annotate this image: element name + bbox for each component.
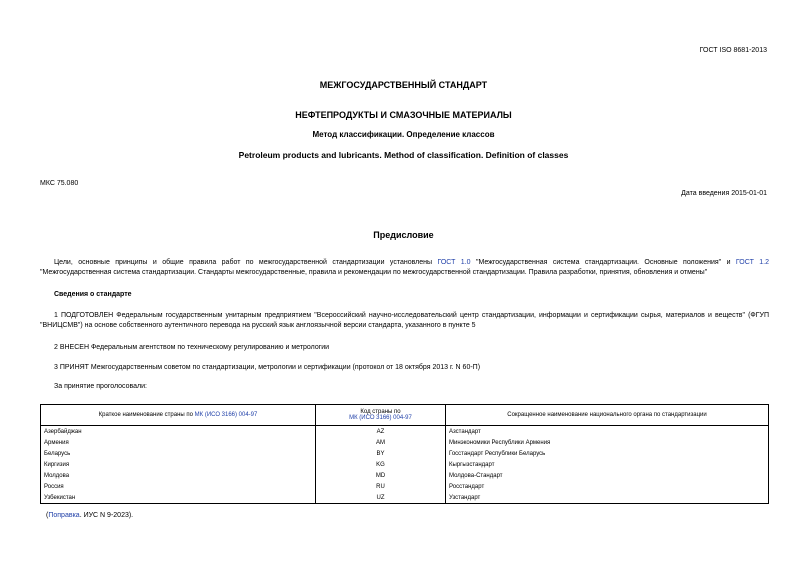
cell-code: AZ <box>316 426 446 438</box>
preface-item-adopted: 3 ПРИНЯТ Межгосударственным советом по стандартизации, метрологии и сертификации (протокол от 18 октября 2013 г. N 60-П) <box>54 364 481 371</box>
standard-subtitle: Метод классификации. Определение классов <box>312 130 495 139</box>
table-row <box>41 481 769 492</box>
link-gost-1-0[interactable]: ГОСТ 1.0 <box>437 259 471 266</box>
cell-code: AM <box>316 437 446 448</box>
standard-type-heading: МЕЖГОСУДАРСТВЕННЫЙ СТАНДАРТ <box>319 80 488 90</box>
voted-for-label: За принятие проголосовали: <box>54 383 147 390</box>
header-text: Код страны по <box>360 409 401 415</box>
cell-country: Узбекистан <box>41 492 316 504</box>
link-mk-iso-3166-code[interactable]: МК (ИСО 3166) 004-97 <box>349 415 412 421</box>
table-row <box>41 437 769 448</box>
cell-standards-body: Кыргызстандарт <box>446 459 769 470</box>
cell-country: Киргизия <box>41 459 316 470</box>
standard-title: НЕФТЕПРОДУКТЫ И СМАЗОЧНЫЕ МАТЕРИАЛЫ <box>295 110 512 120</box>
header-standards-body: Сокращенное наименование национального органа по стандартизации <box>446 405 769 426</box>
table-row <box>41 426 769 438</box>
amendment-link[interactable]: Поправка <box>48 512 80 519</box>
table-row <box>41 470 769 481</box>
cell-standards-body: Узстандарт <box>446 492 769 504</box>
document-code: ГОСТ ISO 8681-2013 <box>699 47 767 54</box>
table-row <box>41 459 769 470</box>
cell-country: Молдова <box>41 470 316 481</box>
table-header-row <box>41 405 769 426</box>
header-text: Краткое наименование страны по <box>98 412 195 418</box>
voting-countries-table <box>40 404 769 504</box>
preface-item-prepared: 1 ПОДГОТОВЛЕН Федеральным государственным унитарным предприятием "Всероссийский научно-исследовательский центр стандартизации, информации и сертификации сырья, материалов и веществ" (ФГУП "ВНИЦСМВ") на основе собственного аутентичного перевода на русский язык англоязычной версии стандарта, указанного в пункте 5 <box>40 312 769 329</box>
header-country-code <box>316 405 446 426</box>
cell-code: MD <box>316 470 446 481</box>
cell-standards-body: Госстандарт Республики Беларусь <box>446 448 769 459</box>
table-row <box>41 448 769 459</box>
paragraph-text: "Межгосударственная система стандартизации. Стандарты межгосударственные, правила и рекомендации по межгосударственной стандартизации. Правила разработки, принятия, обновления и отмены" <box>40 269 708 276</box>
cell-standards-body: Молдова-Стандарт <box>446 470 769 481</box>
amendment-text: . ИУС N 9-2023). <box>79 512 134 519</box>
amendment-bracket: ( <box>46 512 49 519</box>
standard-english-title: Petroleum products and lubricants. Method of classification. Definition of classes <box>238 150 569 160</box>
preface-paragraph-goals <box>40 258 769 278</box>
cell-code: RU <box>316 481 446 492</box>
introduction-date: Дата введения 2015-01-01 <box>681 190 767 197</box>
cell-standards-body: Росстандарт <box>446 481 769 492</box>
cell-country: Беларусь <box>41 448 316 459</box>
mks-code: МКС 75.080 <box>40 180 79 187</box>
paragraph-text: Цели, основные принципы и общие правила работ по межгосударственной стандартизации установлены <box>54 259 438 266</box>
preface-heading: Предисловие <box>373 230 434 240</box>
cell-standards-body: Минэкономики Республики Армения <box>446 437 769 448</box>
link-mk-iso-3166[interactable]: МК (ИСО 3166) 004-97 <box>194 412 258 418</box>
header-country-name <box>41 405 316 426</box>
amendment-note <box>46 512 133 519</box>
cell-country: Россия <box>41 481 316 492</box>
preface-item-submitted: 2 ВНЕСЕН Федеральным агентством по техническому регулированию и метрологии <box>54 344 330 351</box>
cell-standards-body: Азстандарт <box>446 426 769 438</box>
table-body <box>41 426 769 504</box>
standard-info-heading: Сведения о стандарте <box>54 291 132 298</box>
cell-country: Азербайджан <box>41 426 316 438</box>
table-row <box>41 492 769 504</box>
cell-country: Армения <box>41 437 316 448</box>
link-gost-1-2[interactable]: ГОСТ 1.2 <box>735 259 769 266</box>
cell-code: KG <box>316 459 446 470</box>
cell-code: BY <box>316 448 446 459</box>
paragraph-text: "Межгосударственная система стандартизации. Основные положения" и <box>470 259 736 266</box>
cell-code: UZ <box>316 492 446 504</box>
